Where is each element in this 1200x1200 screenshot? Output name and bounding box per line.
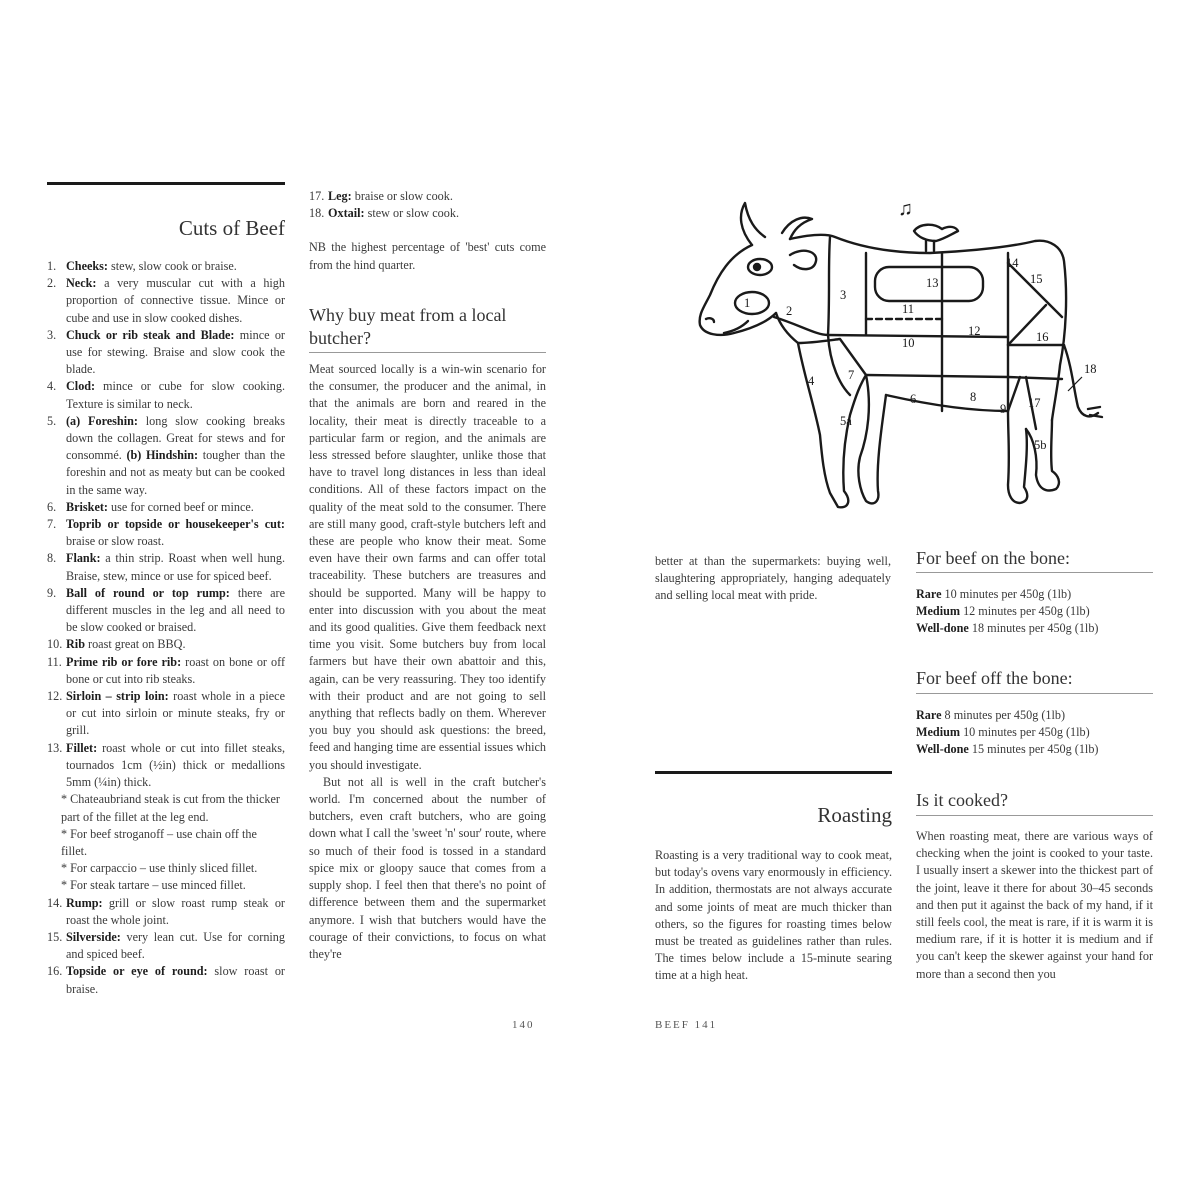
cut-name: (b) Hindshin: — [121, 448, 199, 463]
cut-number: 11. — [47, 654, 62, 669]
roast-time-row — [916, 620, 1098, 637]
cuts-top-rule — [47, 182, 285, 185]
cooked-rule — [916, 815, 1153, 816]
cut-number: 15. — [47, 929, 63, 944]
cooked-heading: Is it cooked? — [916, 790, 1008, 810]
cut-name: Clod: — [66, 379, 96, 394]
cut-name: Rump: — [66, 895, 103, 910]
cut-item — [309, 188, 546, 205]
cut-number: 13. — [47, 740, 63, 755]
cut-number-label: 16 — [1036, 330, 1049, 344]
fillet-notes — [47, 791, 285, 894]
doneness-label: Medium — [916, 725, 961, 740]
cuts-list — [47, 258, 285, 791]
cut-description: slow roast or braise. — [66, 964, 285, 996]
doneness-label: Medium — [916, 604, 961, 619]
fillet-note: * For steak tartare – use minced fillet. — [61, 878, 246, 893]
page-number-right: BEEF 141 — [655, 1019, 718, 1031]
roast-time-row — [916, 603, 1098, 620]
roast-time-value: 15 minutes per 450g (1lb) — [968, 742, 1099, 757]
cut-number: 8. — [47, 551, 57, 566]
cut-item — [47, 550, 285, 584]
cut-description: long slow cooking breaks down the collagen. Great for stews and for consommé. — [66, 413, 285, 463]
cow-front-leg — [798, 343, 866, 507]
cut-name: Chuck or rib steak and Blade: — [66, 327, 235, 342]
cut-item — [47, 688, 285, 740]
on-bone-rule — [916, 572, 1153, 573]
cut-item — [47, 413, 285, 499]
butcher-continuation: better at than the supermarkets: buying well, slaughtering appropriately, hanging adequately and selling local meat with pride. — [655, 554, 891, 603]
cut-name: Cheeks: — [66, 259, 108, 273]
cut-item — [47, 929, 285, 963]
cut-name: Ball of round or top rump: — [66, 585, 230, 600]
cut-number-label: 5a — [840, 414, 852, 428]
cut-description: very lean cut. Use for corning and spiced beef. — [66, 929, 285, 962]
cut-name: Fillet: — [66, 740, 98, 755]
on-bone-times — [916, 586, 1098, 638]
cut-description: braise or slow cook. — [351, 189, 453, 203]
cut-item — [309, 205, 546, 222]
column-two — [309, 188, 546, 274]
off-bone-times — [916, 707, 1098, 759]
cut-name: Brisket: — [66, 499, 108, 514]
cut-number-label: 3 — [840, 288, 847, 302]
cow-horn-left — [741, 203, 765, 245]
cut-item — [47, 740, 285, 792]
cut-name: Flank: — [66, 551, 101, 566]
doneness-label: Well-done — [916, 621, 969, 636]
cut-number: 18. — [309, 206, 325, 221]
cut-description: stew or slow cook. — [364, 206, 460, 221]
cut-item — [47, 378, 285, 412]
cut-number: 6. — [47, 499, 57, 514]
butcher-body — [309, 361, 546, 963]
cut-item — [47, 585, 285, 637]
cut-item — [47, 516, 285, 550]
cut-description: mince or use for stewing. Braise and slow cook the blade. — [66, 327, 285, 377]
butcher-heading-rule — [309, 352, 546, 353]
cut-number-label: 2 — [786, 304, 793, 318]
cow-hind-leg — [1008, 411, 1027, 503]
cut-name: Prime rib or fore rib: — [66, 654, 182, 669]
cut-name: Silverside: — [66, 929, 121, 944]
cut-description: there are different muscles in the leg and all need to be slow cooked or braised. — [66, 585, 285, 635]
cut-name: Toprib or topside or housekeeper's cut: — [66, 517, 285, 532]
cut-number: 9. — [47, 585, 57, 600]
cut-description: roast whole or cut into fillet steaks, tournados 1cm (½in) thick or medallions 5mm (¼in) thick. — [66, 740, 285, 790]
cut-item — [47, 895, 285, 929]
off-bone-heading: For beef off the bone: — [916, 668, 1073, 688]
butcher-paragraph-2: But not all is well in the craft butcher's world. I'm concerned about the number of butchers, even craft butchers, who are going down what I call the 'sweet 'n' sour' route, where so much of their food is tossed in a standard spice mix or gloopy sauce that comes from a supply shop. I feel then that there's no point of difference between them and the supermarket anymore. I wish that butchers would have the courage of their convictions, to focus on what they're — [309, 774, 546, 961]
roast-time-value: 10 minutes per 450g (1lb) — [941, 587, 1072, 601]
cut-name: (a) Foreshin: — [66, 413, 138, 428]
bird — [914, 225, 958, 241]
cut-number: 1. — [47, 259, 57, 273]
cut-number: 2. — [47, 276, 57, 291]
cut-description: a thin strip. Roast when well hung. Braise, stew, mince or use for spiced beef. — [66, 551, 285, 583]
roast-time-row — [916, 586, 1098, 603]
cuts-title: Cuts of Beef — [178, 216, 285, 240]
cut-description: use for corned beef or mince. — [107, 499, 254, 514]
cooked-body: When roasting meat, there are various ways of checking when the joint is cooked to your taste. I usually insert a skewer into the thickest part of the joint, leave it there for about 30–45 seconds and then put it against the back of my hand, if it still feels cool, the meat is rare, if it is warm it is medium rare, if it is hotter it is medium and if you can't keep the skewer against your hand for more than a second then you — [916, 829, 1153, 981]
on-bone-heading: For beef on the bone: — [916, 548, 1070, 568]
roasting-body: Roasting is a very traditional way to cook meat, but today's ovens vary enormously in efficiency. In addition, thermostats are not always accurate and some joints of meat are much thicker than others, so the figures for roasting times below must be treated as guidelines rather than rules. The times below include a 15-minute searing time at a high heat. — [655, 848, 892, 983]
cut-description: a very muscular cut with a high proportion of connective tissue. Mince or cube and use in slow cooked dishes. — [66, 276, 285, 325]
cut-name: Sirloin – strip loin: — [66, 689, 169, 704]
doneness-label: Rare — [916, 587, 942, 601]
cut-number-label: 9 — [1000, 402, 1007, 416]
roast-time-row — [916, 741, 1098, 758]
cow-cheek — [735, 292, 769, 314]
cut-number-label: 11 — [902, 302, 915, 316]
cut-number: 16. — [47, 964, 63, 979]
cut-number-label: 8 — [970, 390, 977, 404]
cut-name: Topside or eye of round: — [66, 964, 208, 979]
cut-description: roast great on BBQ. — [84, 637, 186, 652]
cut-number: 7. — [47, 517, 57, 532]
cut-number-label: 17 — [1028, 396, 1041, 410]
cut-description: roast on bone or off bone or cut into rib steaks. — [66, 654, 285, 686]
cut-item — [47, 275, 285, 327]
cut-item — [47, 327, 285, 379]
roast-time-row — [916, 707, 1098, 724]
cuts-column — [47, 258, 285, 998]
beef-cuts-diagram — [690, 195, 1120, 535]
cut-name: Leg: — [328, 189, 352, 203]
cut-item — [47, 963, 285, 997]
roasting-top-rule — [655, 771, 892, 774]
cut-number-label: 14 — [1006, 256, 1019, 270]
doneness-label: Well-done — [916, 742, 969, 757]
butcher-paragraph-1: Meat sourced locally is a win-win scenario for the consumer, the producer and the animal, in that the animals are born and reared in the locality, their meat is directly traceable to a particular farm or region, and the animals are less stressed before slaughter, unlike those that have to travel long distances in less than ideal conditions. All of these factors impact on the quality of the meat sold to the consumer. There are still many good, craft-style butchers left and these are people who know their meat. Some even have their own farms and can offer total traceability. These butchers are treasures and should be supported. Many will be happy to enter into discussion with you about the meat and its good qualities. Give them feedback next time you visit. Some butchers buy from local farmers but have their own abattoir and this, again, can be very reassuring. They too identify with their product and are not going to sell anything that reflects badly on them. Wherever you buy you should ask questions: the breed, feed and hanging time are essential issues which you should investigate. — [309, 362, 546, 772]
cut-number: 5. — [47, 413, 57, 428]
cut-item — [47, 258, 285, 275]
fillet-note: * For carpaccio – use thinly sliced fillet. — [61, 861, 258, 876]
roast-time-value: 18 minutes per 450g (1lb) — [968, 621, 1099, 636]
cut-item — [47, 636, 285, 653]
cut-number-label: 10 — [902, 336, 915, 350]
cut-name: Rib — [66, 637, 85, 652]
cut-number-label: 15 — [1030, 272, 1043, 286]
nb-note: NB the highest percentage of 'best' cuts come from the hind quarter. — [309, 240, 546, 272]
roast-time-row — [916, 724, 1098, 741]
cut-number-label: 1 — [744, 296, 751, 310]
cut-number: 12. — [47, 689, 63, 704]
roast-time-value: 10 minutes per 450g (1lb) — [960, 725, 1090, 740]
cut-description: grill or slow roast rump steak or roast the whole joint. — [66, 895, 285, 927]
cow-ear — [790, 251, 816, 269]
cut-item — [47, 654, 285, 688]
butcher-heading: Why buy meat from a local butcher? — [309, 305, 507, 348]
fillet-note: * Chateaubriand steak is cut from the thicker part of the fillet at the leg end. — [61, 792, 280, 824]
roast-time-value: 8 minutes per 450g (1lb) — [941, 708, 1066, 722]
cow-label-group — [744, 256, 1097, 452]
cut-number: 17. — [309, 189, 325, 203]
cut-description: tougher than the foreshin and not as meaty but can be cooked in the same way. — [66, 448, 285, 497]
cut-item — [47, 499, 285, 516]
cut-number: 4. — [47, 379, 57, 394]
cut-description: roast whole in a piece or cut into sirloin or minute steaks, fry or grill. — [66, 689, 285, 738]
cut-number-label: 5b — [1034, 438, 1047, 452]
fillet-note: * For beef stroganoff – use chain off the fillet. — [61, 826, 257, 858]
cut-number-label: 4 — [808, 374, 815, 388]
cut-number: 3. — [47, 327, 57, 342]
doneness-label: Rare — [916, 708, 942, 722]
cut-number-label: 18 — [1084, 362, 1097, 376]
cut-description: mince or cube for slow cooking. Texture is similar to neck. — [66, 379, 285, 411]
cut-number: 10. — [47, 637, 63, 652]
music-note: ♫ — [898, 198, 913, 220]
cow-belly — [886, 395, 1008, 411]
cut-number-label: 6 — [910, 392, 917, 406]
cut-description: braise or slow roast. — [66, 534, 165, 549]
cuts-list-col2 — [309, 188, 546, 222]
cut-name: Oxtail: — [328, 206, 365, 221]
cow-tail — [1064, 345, 1098, 416]
page-number-left: 140 — [512, 1019, 535, 1031]
roast-time-value: 12 minutes per 450g (1lb) — [960, 604, 1090, 619]
off-bone-rule — [916, 693, 1153, 694]
cut-name: Neck: — [66, 276, 97, 291]
cut-number-label: 7 — [848, 368, 855, 382]
cut-number-label: 12 — [968, 324, 981, 338]
cut-number-label: 13 — [926, 276, 939, 290]
cut-description: stew, slow cook or braise. — [107, 259, 237, 273]
cuts-list-continued — [47, 895, 285, 998]
roasting-title: Roasting — [817, 803, 892, 827]
cut-number: 14. — [47, 895, 63, 910]
